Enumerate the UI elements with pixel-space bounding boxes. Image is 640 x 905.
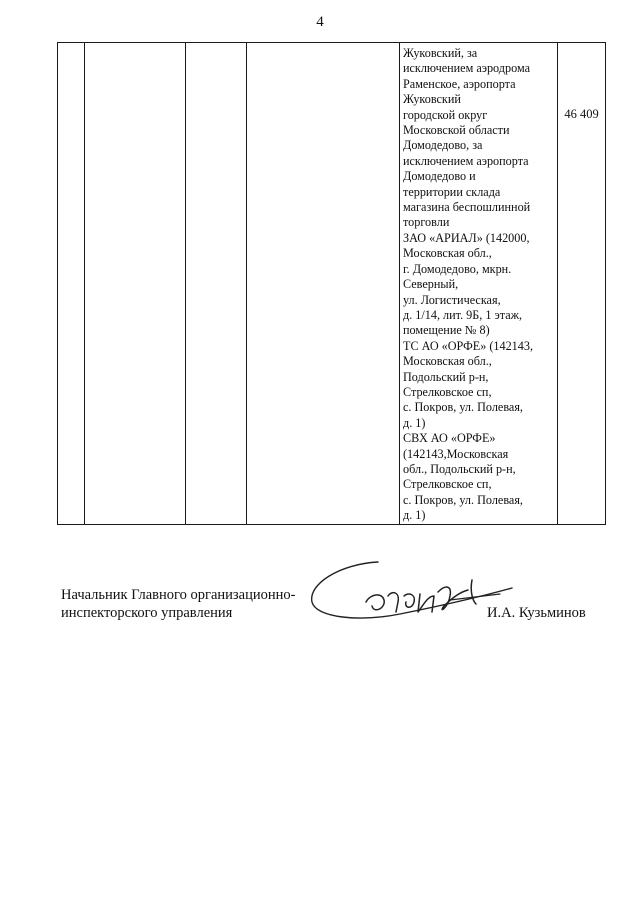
address-line: ЗАО «АРИАЛ» (142000, — [403, 230, 530, 245]
address-line: Северный, — [403, 277, 459, 292]
address-text — [403, 46, 555, 524]
address-cell — [400, 43, 558, 525]
address-line: исключением аэродрома — [403, 61, 530, 76]
address-line: Домодедово и — [403, 169, 476, 184]
address-line: Московской области — [403, 123, 510, 138]
empty-cell-3 — [186, 43, 247, 525]
signer-title — [61, 586, 295, 622]
address-line: магазина беспошлинной — [403, 200, 531, 215]
address-line: д. 1) — [403, 508, 426, 523]
empty-cell-4 — [247, 43, 400, 525]
address-line: Стрелковское сп, — [403, 477, 492, 492]
signer-name: И.А. Кузьминов — [487, 605, 586, 621]
address-line: г. Домодедово, мкрн. — [403, 261, 512, 276]
value-text: 46 409 — [564, 107, 599, 121]
empty-cell-2 — [85, 43, 186, 525]
address-line: Подольский р-н, — [403, 369, 489, 384]
address-line: ул. Логистическая, — [403, 292, 501, 307]
value-cell — [558, 43, 606, 525]
address-line: д. 1) — [403, 415, 426, 430]
address-line: городской округ — [403, 107, 488, 122]
signer-title-line-1: Начальник Главного организационно- — [61, 587, 296, 603]
address-line: Московская обл., — [403, 354, 492, 369]
continuation-table — [57, 42, 606, 525]
address-line: обл., Подольский р-н, — [403, 461, 516, 476]
address-line: Домодедово, за — [403, 138, 483, 153]
address-line: Жуковский, за — [403, 46, 478, 60]
address-line: территории склада — [403, 184, 501, 199]
address-line: СВХ АО «ОРФЕ» — [403, 431, 496, 446]
address-line: Раменское, аэропорта — [403, 76, 516, 91]
address-line: торговли — [403, 215, 450, 230]
page-number: 4 — [316, 14, 324, 30]
signer-title-line-2: инспекторского управления — [61, 605, 233, 621]
address-line: Стрелковское сп, — [403, 384, 492, 399]
address-line: Жуковский — [403, 92, 461, 107]
address-line: помещение № 8) — [403, 323, 490, 338]
address-line: (142143,Московская — [403, 446, 509, 461]
address-line: с. Покров, ул. Полевая, — [403, 492, 523, 507]
table-row — [58, 43, 606, 525]
address-line: с. Покров, ул. Полевая, — [403, 400, 523, 415]
address-line: д. 1/14, лит. 9Б, 1 этаж, — [403, 307, 523, 322]
handwritten-signature — [300, 556, 540, 636]
address-line: исключением аэропорта — [403, 153, 529, 168]
address-line: ТС АО «ОРФЕ» (142143, — [403, 338, 534, 353]
address-line: Московская обл., — [403, 246, 492, 261]
empty-cell-1 — [58, 43, 85, 525]
